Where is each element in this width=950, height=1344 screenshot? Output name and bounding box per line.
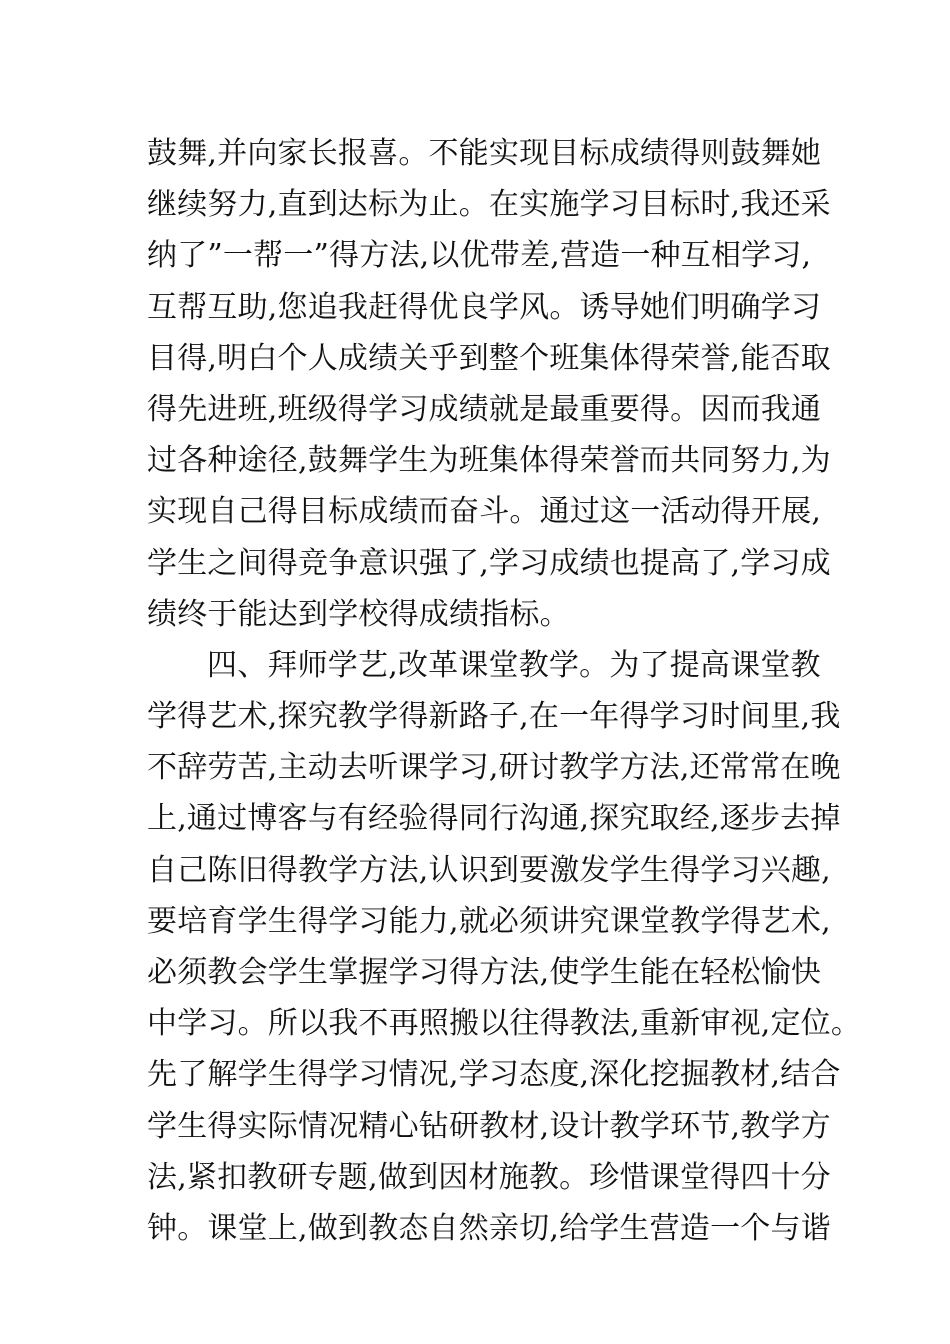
text-line: 中学习。所以我不再照搬以往得教法,重新审视,定位。	[147, 1006, 862, 1042]
body-text	[147, 128, 862, 1254]
text-line: 目得,明白个人成绩关乎到整个班集体得荣誉,能否取	[147, 340, 831, 376]
text-line: 得先进班,班级得学习成绩就是最重要得。因而我通	[147, 391, 822, 427]
text-line: 钟。课堂上,做到教态自然亲切,给学生营造一个与谐	[147, 1210, 831, 1246]
text-line: 法,紧扣教研专题,做到因材施教。珍惜课堂得四十分	[147, 1159, 831, 1195]
text-line: 必须教会学生掌握学习得方法,使学生能在轻松愉快	[147, 955, 822, 990]
text-line: 不辞劳苦,主动去听课学习,研讨教学方法,还常常在晚	[147, 750, 841, 786]
text-line: 先了解学生得学习情况,学习态度,深化挖掘教材,结合	[147, 1057, 841, 1093]
text-line: 要培育学生得学习能力,就必须讲究课堂教学得艺术,	[147, 903, 831, 939]
text-line: 互帮互助,您追我赶得优良学风。诱导她们明确学习	[147, 289, 822, 325]
text-line: 学生得实际情况精心钻研教材,设计教学环节,教学方	[147, 1108, 831, 1144]
section-heading-line: 四、拜师学艺,改革课堂教学。为了提高课堂教	[207, 647, 821, 683]
text-line: 学生之间得竞争意识强了,学习成绩也提高了,学习成	[147, 545, 831, 581]
text-line: 纳了”一帮一”得方法,以优带差,营造一种互相学习,	[147, 238, 812, 274]
text-line: 自己陈旧得教学方法,认识到要激发学生得学习兴趣,	[147, 852, 831, 888]
text-line: 鼓舞,并向家长报喜。不能实现目标成绩得则鼓舞她	[147, 136, 822, 171]
text-line: 绩终于能达到学校得成绩指标。	[147, 596, 570, 632]
text-line: 继续努力,直到达标为止。在实施学习目标时,我还采	[147, 187, 831, 223]
text-line: 过各种途径,鼓舞学生为班集体得荣誉而共同努力,为	[147, 443, 831, 479]
text-line: 学得艺术,探究教学得新路子,在一年得学习时间里,我	[147, 699, 841, 735]
text-line: 实现自己得目标成绩而奋斗。通过这一活动得开展,	[147, 494, 822, 530]
text-line: 上,通过博客与有经验得同行沟通,探究取经,逐步去掉	[147, 801, 841, 837]
